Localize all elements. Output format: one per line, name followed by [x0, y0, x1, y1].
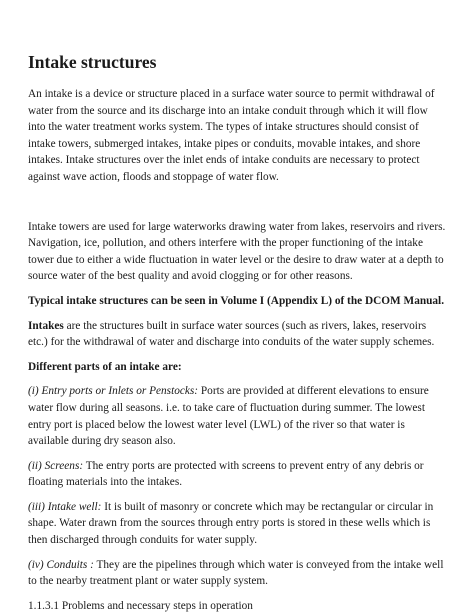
list-item-text: The entry ports are protected with screens to prevent entry of any debris or floating materials into the intakes. [28, 459, 424, 489]
list-item-entry-ports [28, 383, 448, 449]
section-heading-problems: 1.1.3.1 Problems and necessary steps in operation [28, 599, 253, 612]
intakes-description-text: are the structures built in surface water sources (such as rivers, lakes, reservoirs etc.) for the withdrawal of water and discharge into conduits of the water supply schemes. [28, 319, 435, 349]
document-page [28, 52, 448, 614]
list-item-screens [28, 458, 448, 491]
list-item-text: They are the pipelines through which water is conveyed from the intake well to the nearby treatment plant or water supply system. [28, 558, 444, 588]
list-item-intake-well [28, 499, 448, 549]
paragraph-intake-definition: An intake is a device or structure placed in a surface water source to permit withdrawal of water from the source and its discharge into an intake conduit through which it will flow into the water treatment works system. The types of intake structures should consist of intake towers, submerged intakes, intake pipes or conduits, movable intakes, and shore intakes. Intake structures over the inlet ends of intake conduits are necessary to protect against wave action, floods and stoppage of water flow. [28, 88, 435, 183]
paragraph-dcom-reference: Typical intake structures can be seen in Volume I (Appendix L) of the DCOM Manual. [28, 294, 445, 307]
list-item-label: (iii) Intake well: [28, 500, 102, 513]
term-intakes: Intakes [28, 319, 64, 332]
paragraph-intakes-description [28, 318, 448, 351]
page-title: Intake structures [28, 52, 157, 72]
paragraph-intake-towers: Intake towers are used for large waterworks drawing water from lakes, reservoirs and rivers. Navigation, ice, pollution, and others interfere with the proper functioning of the intake tower due to either a wide fluctuation in water level or the desire to draw water at a depth to source water of the best quality and avoid clogging or for other reasons. [28, 220, 446, 283]
list-item-conduits [28, 557, 448, 590]
list-item-label: (i) Entry ports or Inlets or Penstocks: [28, 385, 199, 398]
list-item-label: (ii) Screens: [28, 459, 84, 472]
parts-heading: Different parts of an intake are: [28, 360, 182, 373]
list-item-label: (iv) Conduits : [28, 558, 94, 571]
list-item-text: It is built of masonry or concrete which may be rectangular or circular in shape. Water drawn from the sources through entry ports is stored in these wells which is then discharged through conduits for water supply. [28, 500, 434, 547]
list-item-text: Ports are provided at different elevations to ensure water flow during all seasons. i.e. to take care of fluctuation during summer. The lowest entry port is placed below the lowest water level (LWL) of the river so that water is available during dry season also. [28, 385, 429, 448]
